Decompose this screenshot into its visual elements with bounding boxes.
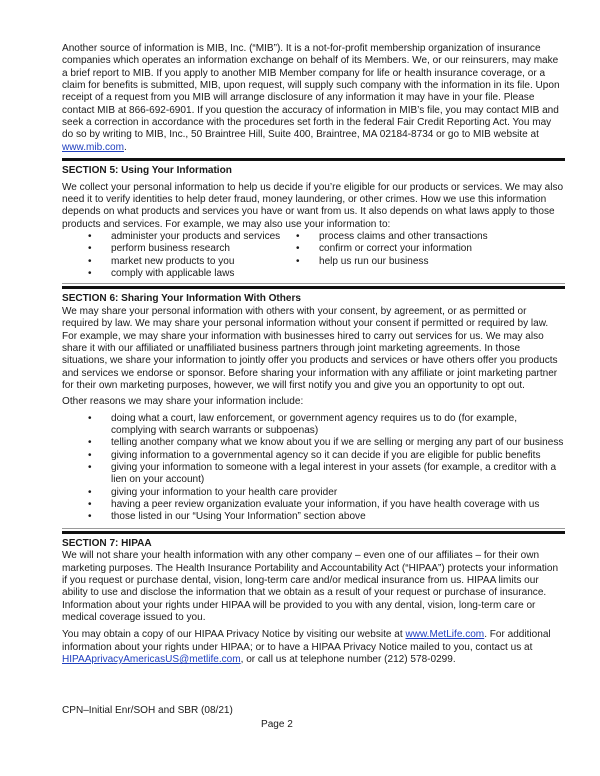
section-divider <box>62 283 565 284</box>
page-number: Page 2 <box>261 719 293 730</box>
list-item <box>62 231 288 243</box>
list-item-text: telling another company what we know about you if we are selling or merging any part of our business <box>111 437 564 449</box>
document-page <box>62 0 565 666</box>
mib-paragraph <box>62 43 565 154</box>
bullet-icon: • <box>88 255 92 267</box>
section-6-list <box>62 413 565 524</box>
list-item-text: market new products to you <box>111 255 235 267</box>
metlife-website-link[interactable]: www.MetLife.com <box>405 629 485 641</box>
list-item <box>62 413 565 438</box>
list-item <box>62 450 565 462</box>
list-item-text: help us run our business <box>319 255 429 267</box>
list-item-text: perform business research <box>111 243 230 255</box>
list-item <box>62 487 565 499</box>
list-item <box>62 256 288 268</box>
form-id-footer: CPN–Initial Enr/SOH and SBR (08/21) <box>62 705 233 716</box>
list-item <box>296 256 522 268</box>
list-item <box>62 243 288 255</box>
notice-text: You may obtain a copy of our HIPAA Privacy Notice by visiting our website at <box>62 629 406 641</box>
list-item <box>62 462 565 487</box>
list-item-text: giving information to a governmental agency so it can decide if you are eligible for public benefits <box>111 449 541 461</box>
bullet-icon: • <box>88 230 92 242</box>
hipaa-notice-paragraph <box>62 629 565 666</box>
list-item <box>296 243 522 255</box>
bullet-icon: • <box>88 243 92 255</box>
section-5-heading: SECTION 5: Using Your Information <box>62 165 232 177</box>
bullet-icon: • <box>296 230 300 242</box>
list-item <box>62 511 565 523</box>
mib-text: Another source of information is MIB, Inc. (“MIB”). It is a not-for-profit membership organization of insurance companies which operates an information exchange on behalf of its Members. We, or our reinsurers, may make a brief report to MIB. If you apply to another MIB Member company for life or health insurance coverage, or a claim for benefits is submitted, MIB, upon request, will supply such company with the information in its file. Upon receipt of a request from you MIB will arrange disclosure of any information it may have in your file. Please contact MIB at 866-692-6901. If you question the accuracy of information in MIB’s file, you may contact MIB and seek a correction in accordance with the procedures set forth in the federal Fair Credit Reporting Act. You may do so by writing to MIB, Inc., 50 Braintree Hill, Suite 400, Braintree, MA 02184-8734 or go to MIB website at <box>62 43 560 141</box>
bullet-icon: • <box>88 449 92 461</box>
section-6-body: We may share your personal information with others with your consent, by agreement, or as permitted or required by law. We may share your personal information without your consent if permitted or required by law. For example, we may share your information with businesses hired to carry out services for us. We may also share it with our affiliated or unaffiliated business partners through joint marketing agreements. In those situations, we share your information to jointly offer you products and services or have others offer you products and services we endorse or sponsor. Before sharing your information with any affiliate or joint marketing partner for their own marketing purposes, however, we will first notify you and give you an opportunity to opt out. <box>62 305 558 391</box>
bullet-icon: • <box>88 511 92 523</box>
list-item-text: process claims and other transactions <box>319 230 488 242</box>
section-7-body: We will not share your health information with any other company – even one of our affiliates – for their own marketing purposes. The Health Insurance Portability and Accountability Act (“HIPAA”) protects your information if you request or purchase dental, vision, long-term care and/or medical insurance from us. HIPAA limits our ability to use and disclose the information that we obtain as a result of your request or purchase of insurance. Information about your rights under HIPAA will be provided to you with any dental, vision, long-term care or medical coverage issued to you. <box>62 550 559 623</box>
list-item-text: giving your information to your health care provider <box>111 486 338 498</box>
bullet-icon: • <box>88 437 92 449</box>
list-item-text: comply with applicable laws <box>111 268 235 279</box>
list-item <box>62 268 288 280</box>
list-item-text: those listed in our “Using Your Information” section above <box>111 511 366 523</box>
list-item-text: administer your products and services <box>111 230 281 242</box>
list-item <box>62 437 565 449</box>
bullet-icon: • <box>88 499 92 510</box>
notice-text: , or call us at telephone number (212) 578-0299. <box>240 653 456 665</box>
list-item-text: confirm or correct your information <box>319 243 472 255</box>
section-5-bullet-columns <box>62 231 565 280</box>
bullet-icon: • <box>296 255 300 267</box>
bullet-icon: • <box>88 486 92 498</box>
bullet-icon: • <box>88 268 92 279</box>
bullet-icon: • <box>296 243 300 255</box>
bullet-icon: • <box>88 412 92 424</box>
other-reasons-label: Other reasons we may share your information include: <box>62 396 304 408</box>
section-7-heading: SECTION 7: HIPAA <box>62 537 152 549</box>
section-5-left-list <box>62 231 288 280</box>
hipaa-email-link[interactable]: HIPAAprivacyAmericasUS@metlife.com <box>62 653 241 665</box>
section-5-right-list <box>296 231 522 280</box>
list-item <box>296 231 522 243</box>
list-item-text: giving your information to someone with a legal interest in your assets (for example, a creditor with a lien on your account) <box>111 461 557 486</box>
section-6-heading: SECTION 6: Sharing Your Information With Others <box>62 293 302 305</box>
period: . <box>123 141 127 153</box>
section-divider <box>62 528 565 529</box>
bullet-icon: • <box>88 461 92 473</box>
mib-website-link[interactable]: www.mib.com <box>62 141 124 153</box>
list-item-text: doing what a court, law enforcement, or government agency requires us to do (for example, complying with search warrants or subpoenas) <box>111 412 517 436</box>
list-item <box>62 499 565 511</box>
list-item-text: having a peer review organization evaluate your information, if you have health coverage with us <box>111 499 540 510</box>
notice-text: . For additional information about your rights under HIPAA; or to have a HIPAA Privacy Notice mailed to you, contact us at <box>62 629 551 653</box>
section-5-body: We collect your personal information to help us decide if you’re eligible for our products or services. We may also need it to verify identities to help deter fraud, money laundering, or other crimes. How we use this information depends on what products and services you have or want from us. It also depends on what laws apply to those products and services. For example, we may also use your information to: <box>62 181 564 230</box>
